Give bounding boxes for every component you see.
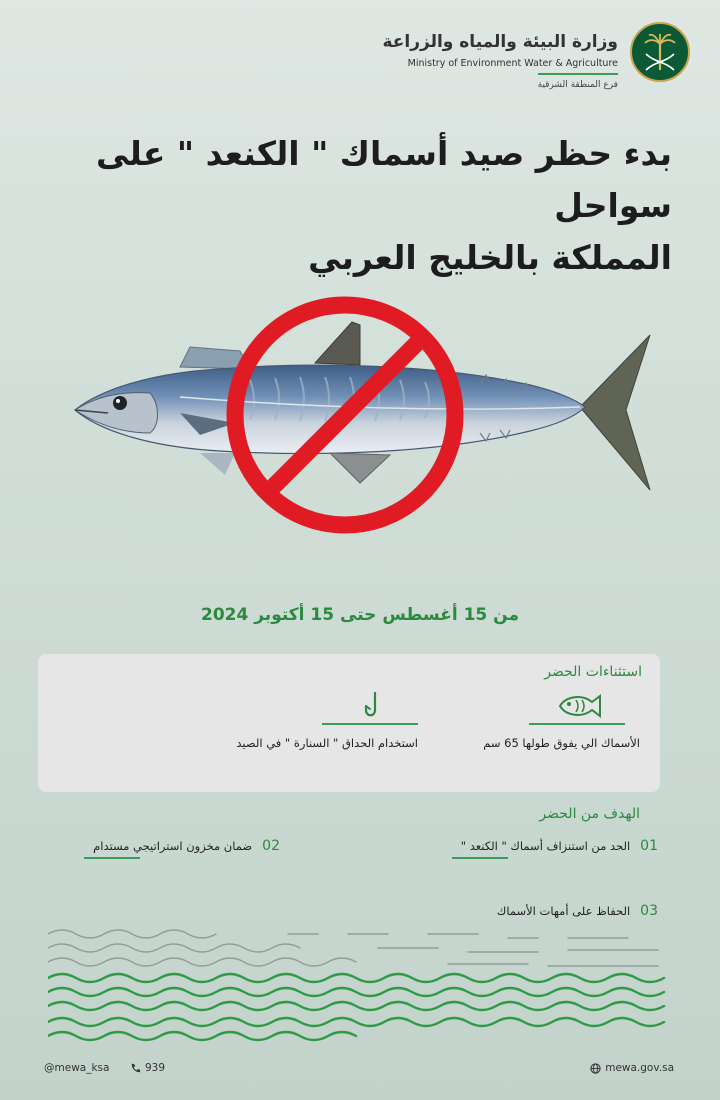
branch-name: فرع المنطقة الشرقية (537, 80, 618, 90)
goal-text: الحد من استنزاف أسماك " الكنعد " (460, 839, 631, 853)
website-text: mewa.gov.sa (605, 1062, 674, 1074)
website-link[interactable] (590, 1062, 674, 1074)
exception-underline (529, 723, 625, 725)
exceptions-panel (38, 654, 660, 792)
globe-icon (590, 1063, 601, 1074)
ministry-logo (630, 22, 690, 82)
header (360, 22, 690, 102)
header-divider (538, 73, 618, 75)
hook-icon (328, 684, 418, 722)
social-handle[interactable] (44, 1062, 109, 1074)
ministry-name-english: Ministry of Environment Water & Agriculture (407, 58, 618, 69)
ban-period: من 15 أغسطس حتى 15 أكتوبر 2024 (200, 605, 519, 625)
phone-icon (130, 1063, 141, 1074)
banned-fish-illustration (60, 285, 670, 545)
kingfish-icon (60, 285, 670, 545)
ministry-name-arabic: وزارة البيئة والمياه والزراعة (382, 32, 618, 52)
exception-text: استخدام الحداق " السنارة " في الصيد (236, 736, 418, 750)
palm-swords-emblem-icon (640, 30, 680, 74)
goal-text: ضمان مخزون استراتيجي مستدام (93, 839, 253, 853)
phone-number[interactable] (130, 1062, 165, 1074)
goal-underline (452, 857, 508, 859)
exception-text: الأسماك الي يفوق طولها 65 سم (483, 736, 640, 750)
goal-underline (84, 857, 140, 859)
social-handle-text: @mewa_ksa (44, 1062, 110, 1074)
goal-item (461, 838, 658, 854)
goal-text: الحفاظ على أمهات الأسماك (496, 904, 631, 918)
exception-item (138, 684, 418, 780)
fish-icon (535, 684, 625, 722)
goal-number: 03 (640, 903, 658, 919)
goal-number: 02 (262, 838, 280, 854)
goals-heading: الهدف من الحضر (539, 806, 640, 822)
title-line-1: بدء حظر صيد أسماك " الكنعد " على سواحل (96, 134, 672, 225)
goal-item (93, 838, 280, 854)
phone-number-text: 939 (145, 1062, 166, 1074)
goal-number: 01 (640, 838, 658, 854)
exceptions-heading: استثناءات الحضر (544, 664, 642, 680)
goal-item (497, 903, 658, 919)
page-title (32, 128, 672, 284)
title-line-2: المملكة بالخليج العربي (308, 238, 672, 277)
wave-decoration (48, 928, 678, 1048)
exception-underline (322, 723, 418, 725)
